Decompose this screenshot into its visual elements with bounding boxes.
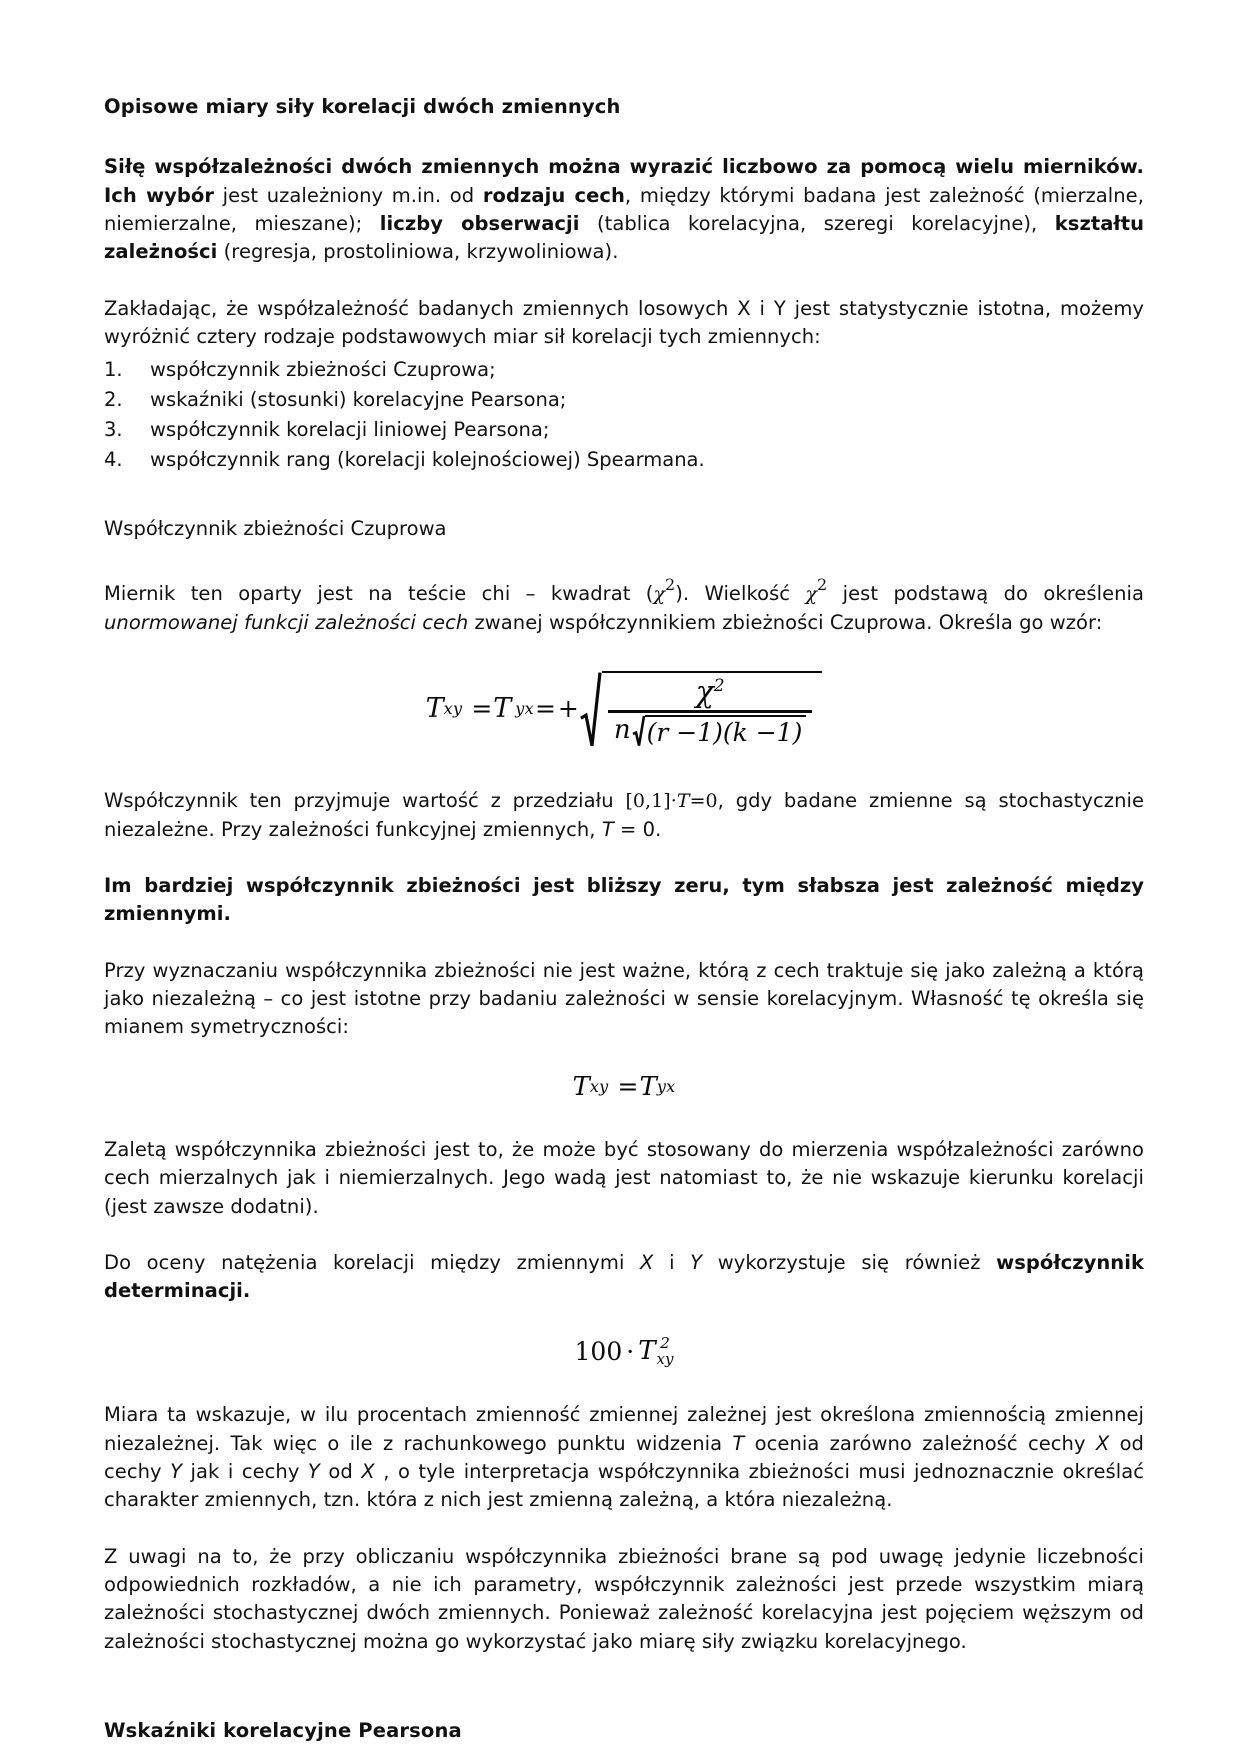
- determination-paragraph: [104, 1249, 1144, 1306]
- denominator-n: n: [613, 715, 631, 745]
- section-heading-czuprow: Współczynnik zbieżności Czuprowa: [104, 516, 447, 540]
- interpretation-text-5: od: [319, 1459, 362, 1483]
- chi-symbol: χ: [805, 582, 818, 605]
- list-item-label: współczynnik zbieżności Czuprowa;: [150, 357, 496, 381]
- closing-paragraph: Z uwagi na to, że przy obliczaniu współczynnika zbieżności brane są pod uwagę jedynie liczebności odpowiednich rozkładów, a nie ich parametry, współczynnik zależności jest przede wszystkim miarą zależności stochastycznej dwóch zmiennych. Ponieważ zależność korelacyjna jest pojęciem węższym od zależności stochastycznej można go wykorzystać jako miarę siły związku korelacyjnego.: [104, 1544, 1144, 1653]
- range-text-2: , gdy badane zmienne są stochastycznie niezależne. Przy zależności funkcyjnej zmiennych,: [104, 789, 1145, 841]
- formula-czuprow-coefficient: [104, 671, 1144, 747]
- list-item: [104, 386, 1144, 414]
- formula-plus-sign: +: [557, 694, 579, 724]
- list-item-label: wskaźniki (stosunki) korelacyjne Pearsona;: [150, 387, 567, 411]
- variable-X: X: [361, 1459, 375, 1483]
- correlation-measures-list: [104, 356, 1144, 475]
- measure-paragraph: [104, 573, 1144, 637]
- intro-text-2: , między którymi badana jest zależność (mierzalne, niemierzalne, mieszane);: [104, 183, 1144, 236]
- range-text-3: = 0.: [613, 817, 662, 841]
- list-item-number: 4.: [104, 448, 123, 472]
- fraction: [608, 676, 812, 747]
- list-item-label: współczynnik rang (korelacji kolejnościowej) Spearmana.: [150, 448, 705, 472]
- section-spacer: [104, 1684, 1144, 1718]
- math-T-italic: T: [601, 817, 614, 841]
- formula-equals: =: [617, 1072, 639, 1102]
- list-item: [104, 356, 1144, 384]
- list-item-number: 3.: [104, 418, 123, 442]
- intro-bold-4: kształtu zależności: [104, 212, 1145, 264]
- list-item-label: współczynnik korelacji liniowej Pearsona;: [150, 418, 550, 442]
- measure-text-2: ). Wielkość: [675, 581, 806, 605]
- interpretation-paragraph: [104, 1401, 1144, 1514]
- chi-exponent: 2: [665, 574, 676, 594]
- formula-equals-2: =: [534, 694, 556, 724]
- interpretation-text-4: jak i cechy: [182, 1459, 308, 1483]
- interpretation-text-3: od cechy: [104, 1431, 1144, 1483]
- chi-exponent: 2: [713, 675, 725, 696]
- fraction-numerator: [684, 676, 737, 711]
- chi-symbol: χ: [695, 674, 714, 710]
- formula-T-exponent: 2: [660, 1333, 670, 1352]
- determination-text-2: i: [653, 1250, 691, 1274]
- formula-rhs-T: T: [493, 693, 512, 725]
- intro-text-3: (tablica korelacyjna, szeregi korelacyjne),: [579, 212, 1055, 236]
- list-item-number: 1.: [104, 357, 123, 381]
- formula-equals-1: =: [471, 694, 493, 724]
- section-heading-pearson: Wskaźniki korelacyjne Pearsona: [104, 1719, 462, 1743]
- formula-row: [574, 1333, 674, 1368]
- symmetry-paragraph: Przy wyznaczaniu współczynnika zbieżności nie jest ważne, którą z cech traktuje się jako zależną a którą jako niezależną – co jest istotne przy badaniu zależności w sensie korelacyjnym. Własność tę określa się mianem symetryczności:: [104, 958, 1144, 1039]
- determination-bold-term: współczynnik determinacji.: [104, 1250, 1144, 1303]
- assumption-paragraph: Zakładając, że współzależność badanych zmiennych losowych X i Y jest statystycznie istotna, możemy wyróżnić cztery rodzaje podstawowych miar sił korelacji tych zmiennych:: [104, 296, 1144, 349]
- formula-lhs-subscript: xy: [443, 699, 463, 719]
- measure-italic-phrase: unormowanej funkcji zależności cech: [104, 610, 469, 634]
- square-root-outer: [580, 671, 822, 747]
- range-text-1: Współczynnik ten przyjmuje wartość z przedziału: [104, 789, 626, 813]
- variable-T: T: [732, 1431, 745, 1455]
- measure-text-1: Miernik ten oparty jest na teście chi – kwadrat (: [104, 581, 654, 605]
- variable-Y: Y: [170, 1459, 183, 1483]
- interpretation-text-1: Miara ta wskazuje, w ilu procentach zmienność zmiennej zależnej jest określona zmiennością zmiennej niezależnej. Tak więc o ile z rachunkowego punktu widzenia: [104, 1403, 1144, 1455]
- formula-lhs-T: T: [425, 693, 444, 725]
- radical-sign-icon: [580, 671, 602, 747]
- list-item: [104, 446, 1144, 474]
- math-T: T: [676, 790, 690, 813]
- square-root-inner: [632, 715, 807, 747]
- intro-paragraph: [104, 153, 1144, 266]
- formula-T-sup-sub: [656, 1333, 674, 1368]
- bold-statement-paragraph: [104, 872, 1144, 929]
- fraction-denominator: [608, 713, 812, 748]
- intro-bold-2: rodzaju cech: [482, 183, 625, 207]
- interpretation-text-6: , o tyle interpretacja współczynnika zbieżności musi jednoznacznie określać charakter zmiennych, tzn. która z nich jest zmienną zależną, a która niezależną.: [104, 1459, 1144, 1512]
- determination-text-1: Do oceny natężenia korelacji między zmiennymi: [104, 1250, 641, 1274]
- formula-rhs-T: T: [639, 1071, 657, 1102]
- intro-text-1: jest uzależniony m.in. od: [214, 183, 483, 207]
- measure-text-4: zwanej współczynnikiem zbieżności Czuprowa. Określa go wzór:: [468, 610, 1103, 634]
- formula-row: [573, 1072, 676, 1102]
- variable-Y: Y: [690, 1250, 703, 1274]
- formula-lhs-T: T: [572, 1071, 590, 1102]
- formula-T: T: [638, 1336, 656, 1367]
- math-dot: ·: [670, 790, 677, 813]
- formula-multiply-dot: ·: [626, 1336, 635, 1366]
- bold-statement-text: Im bardziej współczynnik zbieżności jest bliższy zeru, tym słabsza jest zależność między zmiennymi.: [104, 874, 1144, 926]
- chi-symbol: χ: [653, 582, 666, 605]
- document-body: [104, 95, 1144, 1743]
- intro-text-4: (regresja, prostoliniowa, krzywoliniowa).: [217, 240, 619, 264]
- intro-bold-lead: Siłę współzależności dwóch zmiennych można wyrazić liczbowo za pomocą wielu mierników. Ich wybór: [104, 155, 1144, 207]
- range-paragraph: [104, 787, 1144, 844]
- list-item: [104, 416, 1144, 444]
- formula-lhs-subscript: xy: [589, 1077, 609, 1097]
- math-equals-zero: =0: [689, 790, 718, 813]
- chi-exponent: 2: [817, 574, 828, 594]
- variable-X: X: [1095, 1431, 1110, 1455]
- formula-row: [426, 671, 823, 747]
- formula-rhs-subscript: yx: [515, 699, 534, 719]
- page-title: Opisowe miary siły korelacji dwóch zmiennych: [104, 95, 621, 118]
- variable-X: X: [640, 1250, 654, 1274]
- radical-content: [602, 671, 822, 747]
- radical-sign-icon: [632, 715, 645, 747]
- intro-bold-3: liczby obserwacji: [379, 212, 580, 236]
- measure-text-3: jest podstawą do określenia: [827, 581, 1144, 605]
- formula-T-subscript: xy: [656, 1349, 674, 1368]
- formula-symmetry: [104, 1072, 1144, 1102]
- formula-determination-coefficient: [104, 1333, 1144, 1368]
- variable-Y: Y: [307, 1459, 320, 1483]
- interpretation-text-2: ocenia zarówno zależność cechy: [744, 1431, 1096, 1455]
- advantage-paragraph: Zaletą współczynnika zbieżności jest to, że może być stosowany do mierzenia współzależności zarówno cech mierzalnych jak i niemierzalnych. Jego wadą jest natomiast to, że nie wskazuje kierunku korelacji (jest zawsze dodatni).: [104, 1137, 1144, 1218]
- determination-text-3: wykorzystuje się również: [702, 1250, 997, 1274]
- inner-radical-content: (r −1)(k −1): [645, 715, 807, 747]
- list-item-number: 2.: [104, 387, 123, 411]
- interval-notation: [0,1]: [625, 790, 671, 813]
- formula-hundred: 100: [574, 1336, 623, 1366]
- formula-rhs-subscript: yx: [656, 1077, 676, 1097]
